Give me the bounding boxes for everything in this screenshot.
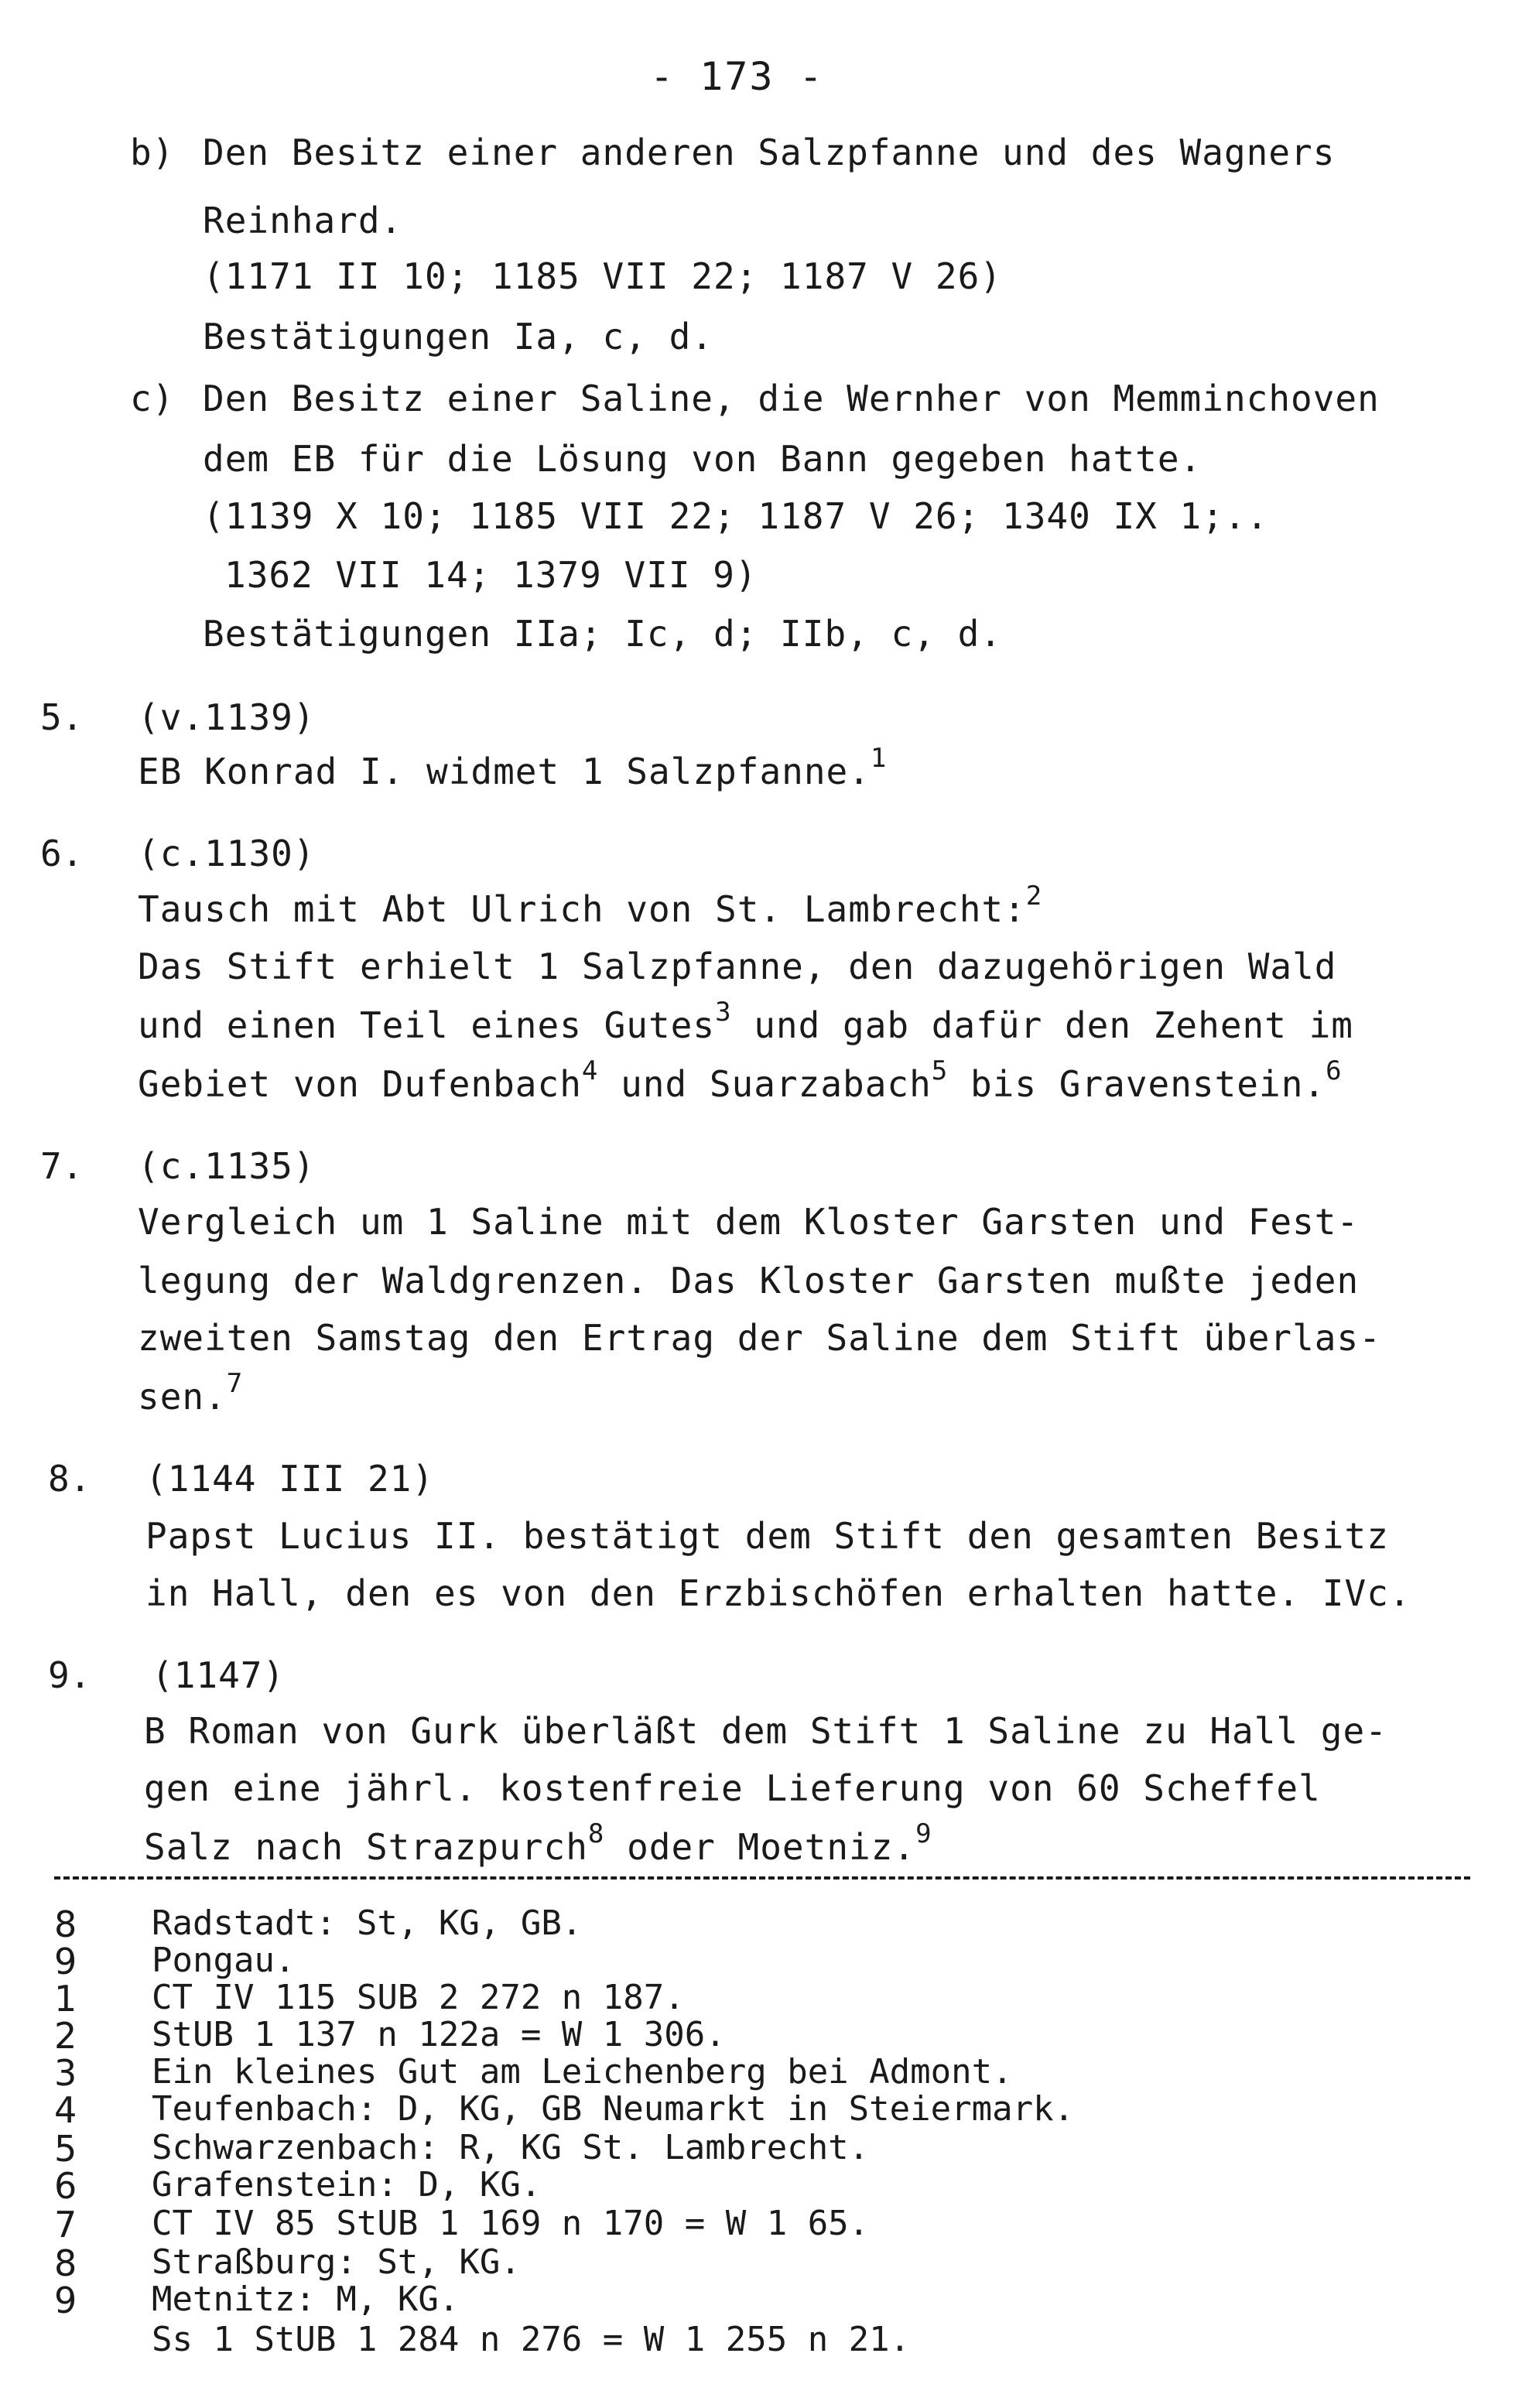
footnote-text: Metnitz: M, KG. <box>152 2280 460 2319</box>
footnote-number: 5 <box>54 2128 77 2170</box>
footnote-text: Grafenstein: D, KG. <box>152 2165 542 2204</box>
entry-text: in Hall, den es von den Erzbischöfen erhalten hatte. IVc. <box>145 1572 1411 1614</box>
entry-number: 6. <box>40 833 84 874</box>
entry-text: sen.$^7$ <box>138 1368 244 1418</box>
footnote-number: 2 <box>54 2015 77 2057</box>
footnote-ref: 5 <box>931 1055 949 1086</box>
entry-date: (c.1135) <box>138 1145 316 1187</box>
footnote-text: Teufenbach: D, KG, GB Neumarkt in Steiermark. <box>152 2089 1075 2129</box>
entry-text: Salz nach Strazpurch$^8$ oder Moetniz.$^9$ <box>144 1818 932 1868</box>
subitem-c-line: Bestätigungen IIa; Ic, d; IIb, c, d. <box>203 613 1002 655</box>
footnote-text: Radstadt: St, KG, GB. <box>152 1903 583 1943</box>
footnote-text: Pongau. <box>152 1941 296 1980</box>
entry-number: 9. <box>48 1654 91 1696</box>
footnote-ref: 2 <box>1025 881 1043 912</box>
entry-number: 8. <box>48 1458 91 1500</box>
footnote-number: 9 <box>54 2280 77 2321</box>
footnote-ref: 9 <box>915 1818 932 1849</box>
entry-date: (c.1130) <box>138 833 316 874</box>
footnote-text: CT IV 85 StUB 1 169 n 170 = W 1 65. <box>152 2204 870 2243</box>
subitem-c-line: Den Besitz einer Saline, die Wernher von Memminchoven <box>203 378 1380 419</box>
footnote-text: StUB 1 137 n 122a = W 1 306. <box>152 2015 726 2054</box>
subitem-c-line: 1362 VII 14; 1379 VII 9) <box>224 554 758 596</box>
subitem-b-line: Bestätigungen Ia, c, d. <box>203 316 713 357</box>
footnote-number: 3 <box>54 2052 77 2094</box>
page-number: - 173 - <box>650 54 824 99</box>
entry-text: Papst Lucius II. bestätigt dem Stift den gesamten Besitz <box>145 1515 1389 1557</box>
subitem-b-line: (1171 II 10; 1185 VII 22; 1187 V 26) <box>203 255 1002 297</box>
footnote-text: Ss 1 StUB 1 284 n 276 = W 1 255 n 21. <box>152 2320 911 2359</box>
footnote-number: 6 <box>54 2165 77 2207</box>
footnote-number: 7 <box>54 2204 77 2246</box>
subitem-c-marker: c) <box>130 378 175 419</box>
footnote-number: 1 <box>54 1978 77 2020</box>
footnote-text: Ein kleines Gut am Leichenberg bei Admont. <box>152 2052 1013 2092</box>
footnote-divider <box>54 1876 1470 1880</box>
footnote-text: CT IV 115 SUB 2 272 n 187. <box>152 1978 685 2017</box>
footnote-ref: 4 <box>581 1055 599 1086</box>
entry-text: B Roman von Gurk überläßt dem Stift 1 Saline zu Hall ge- <box>144 1710 1387 1752</box>
footnote-number: 8 <box>54 1903 77 1945</box>
footnote-ref: 3 <box>715 997 732 1028</box>
entry-text: und einen Teil eines Gutes$^3$ und gab dafür den Zehent im <box>138 997 1353 1046</box>
entry-text: Das Stift erhielt 1 Salzpfanne, den dazugehörigen Wald <box>138 946 1337 987</box>
entry-date: (1144 III 21) <box>145 1458 435 1500</box>
footnote-ref: 1 <box>870 743 888 774</box>
subitem-b-line: Reinhard. <box>203 200 403 241</box>
footnote-number: 8 <box>54 2242 77 2284</box>
footnote-text: Straßburg: St, KG. <box>152 2242 521 2282</box>
entry-text: Vergleich um 1 Saline mit dem Kloster Garsten und Fest- <box>138 1201 1360 1243</box>
footnote-ref: 8 <box>587 1818 605 1849</box>
entry-text: legung der Waldgrenzen. Das Kloster Garsten mußte jeden <box>138 1260 1360 1301</box>
footnote-ref: 6 <box>1326 1055 1343 1086</box>
footnote-number: 9 <box>54 1941 77 1982</box>
subitem-c-line: dem EB für die Lösung von Bann gegeben hatte. <box>203 438 1202 480</box>
entry-text: EB Konrad I. widmet 1 Salzpfanne.$^1$ <box>138 743 888 792</box>
subitem-b-line: Den Besitz einer anderen Salzpfanne und des Wagners <box>203 132 1336 173</box>
entry-number: 5. <box>40 696 84 738</box>
entry-text: Gebiet von Dufenbach$^4$ und Suarzabach$^5$ bis Gravenstein.$^6$ <box>138 1055 1343 1105</box>
entry-date: (1147) <box>152 1654 286 1696</box>
footnote-number: 4 <box>54 2089 77 2131</box>
subitem-b-marker: b) <box>130 132 175 173</box>
footnote-text: Schwarzenbach: R, KG St. Lambrecht. <box>152 2128 870 2167</box>
entry-text: Tausch mit Abt Ulrich von St. Lambrecht:$^2$ <box>138 881 1043 930</box>
entry-text: gen eine jährl. kostenfreie Lieferung von 60 Scheffel <box>144 1767 1321 1809</box>
subitem-c-line: (1139 X 10; 1185 VII 22; 1187 V 26; 1340 IX 1;.. <box>203 495 1269 537</box>
footnote-ref: 7 <box>226 1368 244 1399</box>
entry-text: zweiten Samstag den Ertrag der Saline dem Stift überlas- <box>138 1317 1381 1359</box>
entry-number: 7. <box>40 1145 84 1187</box>
entry-date: (v.1139) <box>138 696 316 738</box>
